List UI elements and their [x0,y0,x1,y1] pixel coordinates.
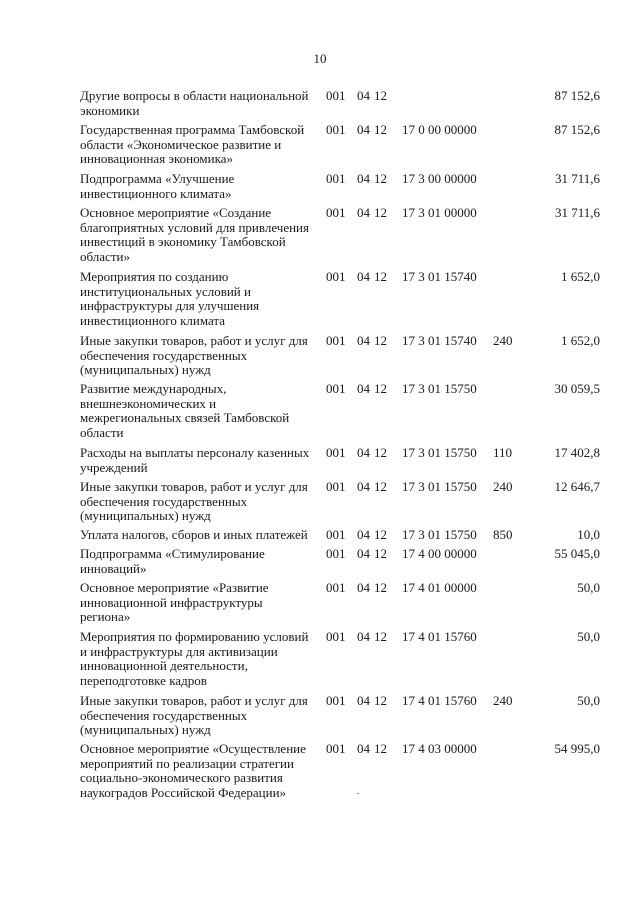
amount: 87 152,6 [554,122,600,137]
subsection-code: 12 [374,693,387,708]
target-code: 17 3 00 00000 [402,171,477,186]
section-code: 04 [357,445,370,460]
row-name: Иные закупки товаров, работ и услуг для обеспечения государственных (муниципальных) нужд [80,333,308,378]
section-code: 04 [357,580,370,595]
ministry-code: 001 [326,269,346,284]
target-code: 17 4 01 15760 [402,693,477,708]
ministry-code: 001 [326,333,346,348]
amount: 31 711,6 [554,205,600,220]
target-code: 17 3 01 00000 [402,205,477,220]
amount: 50,0 [577,693,600,708]
target-code: 17 4 00 00000 [402,546,477,561]
amount: 55 045,0 [554,546,600,561]
expense-type-code: 240 [493,693,513,708]
section-code: 04 [357,527,370,542]
amount: 87 152,6 [554,88,600,103]
ministry-code: 001 [326,479,346,494]
section-code: 04 [357,333,370,348]
subsection-code: 12 [374,741,387,756]
scan-speck [357,793,359,794]
row-name: Подпрограмма «Стимулирование инноваций» [80,546,265,576]
row-name: Уплата налогов, сборов и иных платежей [80,527,308,542]
subsection-code: 12 [374,546,387,561]
section-code: 04 [357,629,370,644]
ministry-code: 001 [326,693,346,708]
amount: 12 646,7 [554,479,600,494]
amount: 50,0 [577,580,600,595]
ministry-code: 001 [326,88,346,103]
subsection-code: 12 [374,333,387,348]
subsection-code: 12 [374,269,387,284]
row-name: Иные закупки товаров, работ и услуг для обеспечения государственных (муниципальных) нужд [80,479,308,524]
ministry-code: 001 [326,527,346,542]
page-number: 10 [313,51,327,66]
subsection-code: 12 [374,527,387,542]
row-name: Подпрограмма «Улучшение инвестиционного климата» [80,171,235,201]
section-code: 04 [357,479,370,494]
row-name: Другие вопросы в области национальной экономики [80,88,309,118]
target-code: 17 3 01 15740 [402,269,477,284]
amount: 54 995,0 [554,741,600,756]
target-code: 17 3 01 15750 [402,445,477,460]
section-code: 04 [357,122,370,137]
amount: 1 652,0 [561,333,600,348]
expense-type-code: 240 [493,479,513,494]
ministry-code: 001 [326,445,346,460]
target-code: 17 3 01 15750 [402,381,477,396]
row-name: Основное мероприятие «Развитие инновационной инфраструктуры региона» [80,580,269,625]
expense-type-code: 850 [493,527,513,542]
subsection-code: 12 [374,205,387,220]
amount: 10,0 [577,527,600,542]
row-name: Основное мероприятие «Осуществление мероприятий по реализации стратегии социально-экономического развития наукоградов Российской Федерации» [80,741,306,800]
subsection-code: 12 [374,88,387,103]
section-code: 04 [357,205,370,220]
row-name: Мероприятия по созданию институциональных условий и инфраструктуры для улучшения инвестиционного климата [80,269,260,328]
ministry-code: 001 [326,205,346,220]
expense-type-code: 110 [493,445,513,460]
subsection-code: 12 [374,381,387,396]
ministry-code: 001 [326,546,346,561]
row-name: Развитие международных, внешнеэкономических и межрегиональных связей Тамбовской области [80,381,290,440]
row-name: Иные закупки товаров, работ и услуг для обеспечения государственных (муниципальных) нужд [80,693,308,738]
section-code: 04 [357,269,370,284]
subsection-code: 12 [374,580,387,595]
target-code: 17 4 01 15760 [402,629,477,644]
row-name: Расходы на выплаты персоналу казенных учреждений [80,445,310,475]
ministry-code: 001 [326,381,346,396]
ministry-code: 001 [326,122,346,137]
ministry-code: 001 [326,741,346,756]
subsection-code: 12 [374,445,387,460]
subsection-code: 12 [374,479,387,494]
row-name: Мероприятия по формированию условий и инфраструктуры для активизации инновационной деятельности, переподготовке кадров [80,629,309,688]
subsection-code: 12 [374,629,387,644]
ministry-code: 001 [326,629,346,644]
row-name: Основное мероприятие «Создание благоприятных условий для привлечения инвестиций в экономику Тамбовской области» [80,205,309,264]
section-code: 04 [357,381,370,396]
expense-type-code: 240 [493,333,513,348]
amount: 1 652,0 [561,269,600,284]
target-code: 17 4 03 00000 [402,741,477,756]
subsection-code: 12 [374,171,387,186]
amount: 31 711,6 [554,171,600,186]
target-code: 17 4 01 00000 [402,580,477,595]
target-code: 17 3 01 15740 [402,333,477,348]
section-code: 04 [357,171,370,186]
section-code: 04 [357,741,370,756]
target-code: 17 3 01 15750 [402,527,477,542]
amount: 30 059,5 [554,381,600,396]
section-code: 04 [357,88,370,103]
amount: 50,0 [577,629,600,644]
section-code: 04 [357,693,370,708]
ministry-code: 001 [326,580,346,595]
amount: 17 402,8 [554,445,600,460]
section-code: 04 [357,546,370,561]
target-code: 17 3 01 15750 [402,479,477,494]
ministry-code: 001 [326,171,346,186]
row-name: Государственная программа Тамбовской области «Экономическое развитие и инновационная экономика» [80,122,305,167]
target-code: 17 0 00 00000 [402,122,477,137]
subsection-code: 12 [374,122,387,137]
